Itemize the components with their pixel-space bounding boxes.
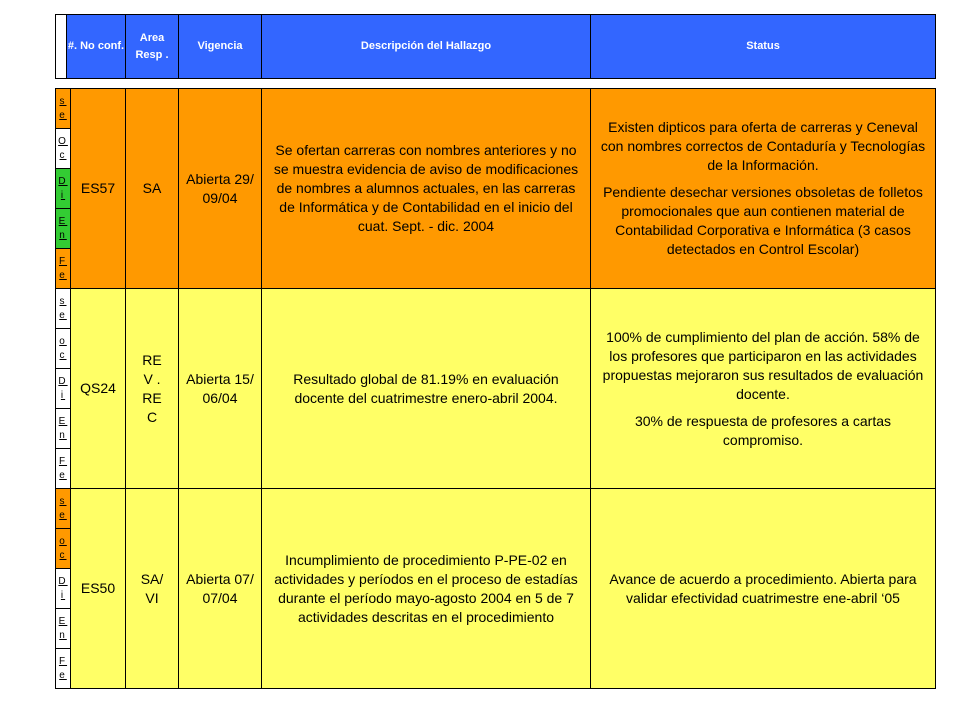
header-table (55, 14, 936, 79)
area-resp: SA (126, 89, 179, 289)
header-status: Status (591, 15, 936, 79)
table-row (56, 489, 936, 529)
marker-en: E n (56, 609, 71, 649)
finding-id: ES50 (71, 489, 126, 689)
status-paragraph: Pendiente desechar versiones obsoletas de folletos promocionales que aun contienen material de Contabilidad Corporativa e Informática (3 casos detectados en Control Escolar) (603, 184, 923, 257)
finding-id: ES57 (71, 89, 126, 289)
status-paragraph: Existen dipticos para oferta de carreras y Ceneval con nombres correctos de Contaduría y Tecnologías de la Información. (600, 119, 926, 173)
header-area: Area Resp . (126, 15, 179, 79)
table-row (56, 89, 936, 129)
descripcion: Se ofertan carreras con nombres anteriores y no se muestra evidencia de aviso de modificaciones de nombres a alumnos actuales, en las carreras de Informática y de Contabilidad en el inicio del cuat. Sept. - dic. 2004 (262, 89, 591, 289)
marker-se: s e (56, 289, 71, 329)
header-num: #. No conf. (67, 15, 126, 79)
marker-di: D i (56, 369, 71, 409)
header-blank-cell (56, 15, 67, 79)
status (591, 489, 936, 689)
status-paragraph: 100% de cumplimiento del plan de acción. 58% de los profesores que participaron en las actividades propuestas mejoraron sus resultados de evaluación docente. (602, 328, 924, 402)
finding-id: QS24 (71, 289, 126, 489)
marker-fe: F e (56, 249, 71, 289)
findings-table (55, 88, 936, 689)
status-paragraph: 30% de respuesta de profesores a cartas compromiso. (634, 412, 892, 448)
status (591, 89, 936, 289)
marker-di: D i (56, 169, 71, 209)
status-paragraph: Avance de acuerdo a procedimiento. Abierta para validar efectividad cuatrimestre ene-abril ‘05 (609, 570, 917, 606)
header-vigencia: Vigencia (179, 15, 262, 79)
marker-di: D i (56, 569, 71, 609)
header-descripcion: Descripción del Hallazgo (262, 15, 591, 79)
marker-se: s e (56, 89, 71, 129)
descripcion: Incumplimiento de procedimiento P-PE-02 en actividades y períodos en el proceso de estadías durante el período mayo-agosto 2004 en 5 de 7 actividades descritas en el procedimiento (262, 489, 591, 689)
vigencia: Abierta 15/06/04 (179, 289, 262, 489)
marker-en: E n (56, 409, 71, 449)
descripcion: Resultado global de 81.19% en evaluación docente del cuatrimestre enero-abril 2004. (262, 289, 591, 489)
marker-se: s e (56, 489, 71, 529)
marker-fe: F e (56, 449, 71, 489)
marker-oc: o c (56, 529, 71, 569)
marker-oc: O c (56, 129, 71, 169)
marker-oc: o c (56, 329, 71, 369)
area-resp: SA/ VI (126, 489, 179, 689)
vigencia: Abierta 07/07/04 (179, 489, 262, 689)
marker-en: E n (56, 209, 71, 249)
table-row (56, 289, 936, 329)
area-resp: REV .RE C (126, 289, 179, 489)
status (591, 289, 936, 489)
vigencia: Abierta 29/09/04 (179, 89, 262, 289)
marker-fe: F e (56, 649, 71, 689)
